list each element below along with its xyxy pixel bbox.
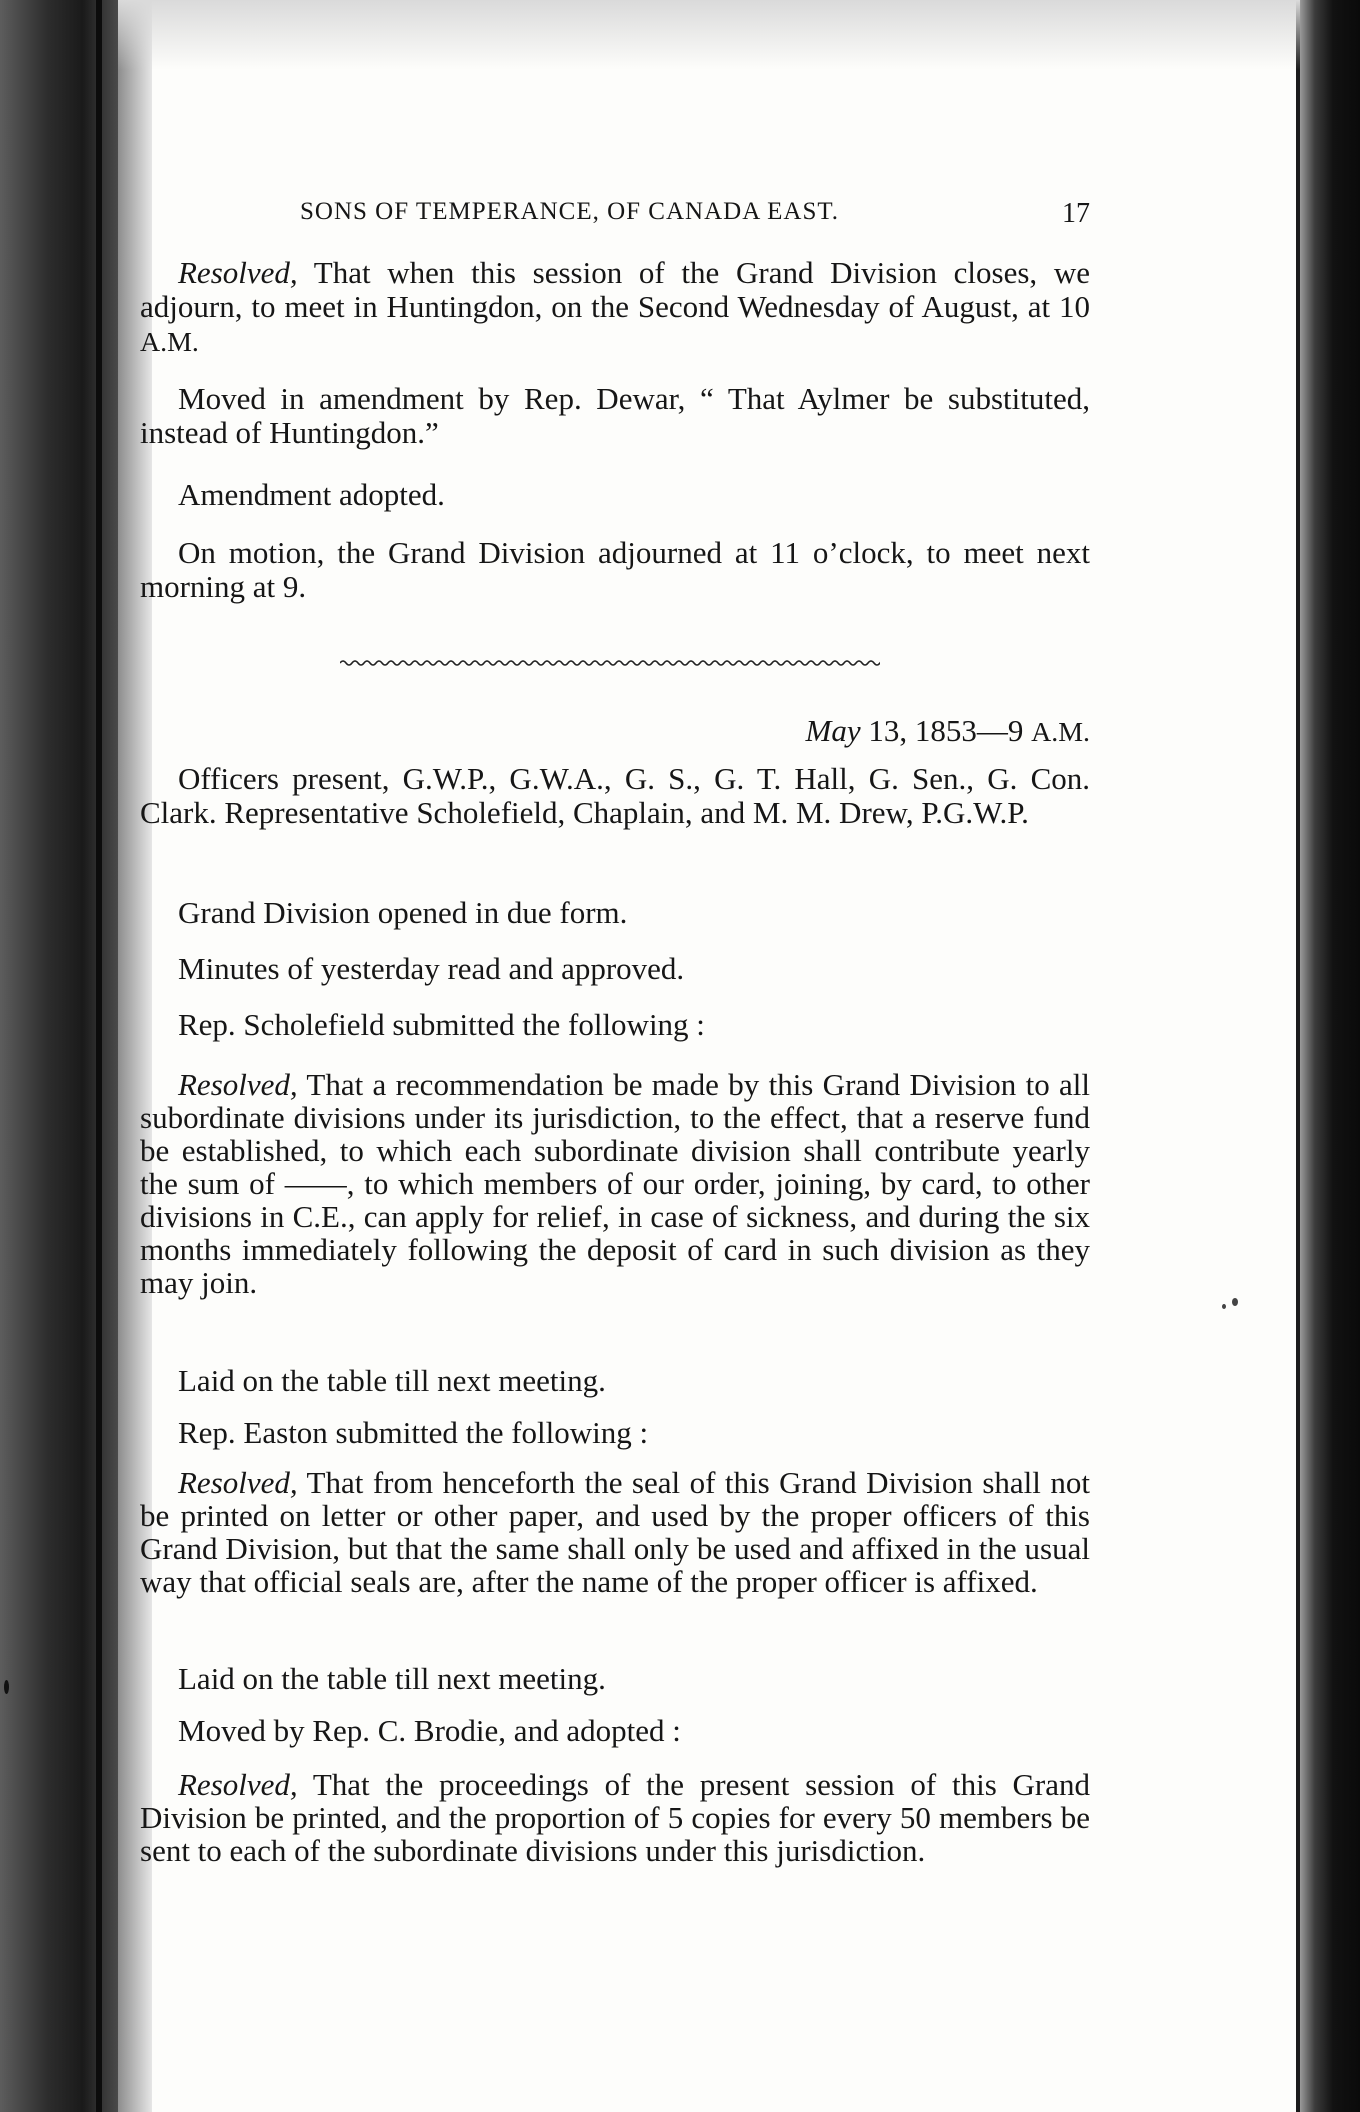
session-date [140,714,1090,754]
ink-speck [1222,1304,1226,1309]
date-month: May [805,713,861,748]
paragraph-text: That a recommendation be made by this Grand Division to all subordinate divisions under its jurisdiction, to the effect, that a reserve fund be established, to which each subordinate division shall contribute yearly the sum of ——, to which members of our order, joining, by card, to other divisions in C.E., can apply for relief, in case of sickness, and during the six months immediately following the deposit of card in such division as they may join. [140,1067,1090,1300]
paragraph-text: That when this session of the Grand Division closes, we adjourn, to meet in Huntingdon, on the Second Wednesday of August, at 10 [140,255,1090,324]
resolved-label: Resolved, [178,1767,298,1802]
paragraph-resolved-seal [140,1466,1090,1598]
ink-speck [1232,1298,1238,1306]
paragraph-opened [140,896,1090,930]
ink-speck [4,1680,9,1694]
paragraph-amendment [140,382,1090,450]
resolved-label: Resolved, [178,1465,298,1500]
paragraph-text: Rep. Easton submitted the following : [178,1415,649,1450]
paragraph-laid-on-table-2 [140,1662,1090,1696]
date-time: A.M. [1031,717,1090,748]
paragraph-text: Minutes of yesterday read and approved. [178,951,685,986]
paragraph-text: Moved in amendment by Rep. Dewar, “ That Aylmer be substituted, instead of Huntingdon.” [140,381,1090,450]
paragraph-laid-on-table-1 [140,1364,1090,1398]
date-line [806,714,1090,750]
paragraph-resolved-adjourn [140,256,1090,360]
paragraph-text: Rep. Scholefield submitted the following : [178,1007,705,1042]
resolved-label: Resolved, [178,1067,298,1102]
paragraph-easton [140,1416,1090,1450]
resolved-label: Resolved, [178,255,298,290]
running-title: SONS OF TEMPERANCE, OF CANADA EAST. [300,198,840,225]
paragraph-text: Moved by Rep. C. Brodie, and adopted : [178,1713,681,1748]
running-header [160,198,1090,232]
right-page-edge [1296,0,1300,2112]
paragraph-text: Laid on the table till next meeting. [178,1661,606,1696]
right-edge-shadow [1300,0,1360,2112]
top-shadow [118,0,1300,70]
paragraph-officers-present [140,762,1090,830]
paragraph-amendment-adopted [140,478,1090,512]
paragraph-adjourned [140,536,1090,604]
paragraph-minutes [140,952,1090,986]
paragraph-text: Grand Division opened in due form. [178,895,628,930]
date-text: 13, 1853—9 [860,713,1032,748]
wavy-divider [340,656,880,670]
paragraph-text: On motion, the Grand Division adjourned at 11 o’clock, to meet next morning at 9. [140,535,1090,604]
paragraph-resolved-reserve-fund [140,1068,1090,1299]
time-marker: A.M. [140,327,199,358]
paragraph-text: Laid on the table till next meeting. [178,1363,606,1398]
paragraph-text: That from henceforth the seal of this Grand Division shall not be printed on letter or other paper, and used by the proper officers of this Grand Division, but that the same shall only be used and affixed in the usual way that official seals are, after the name of the proper officer is affixed. [140,1465,1090,1599]
left-page-edge [96,0,102,2112]
paragraph-text: Amendment adopted. [178,477,445,512]
paragraph-resolved-printing [140,1768,1090,1867]
paragraph-text: That the proceedings of the present session of this Grand Division be printed, and the proportion of 5 copies for every 50 members be sent to each of the subordinate divisions under this jurisdiction. [140,1767,1090,1868]
paragraph-text: Officers present, G.W.P., G.W.A., G. S., G. T. Hall, G. Sen., G. Con. Clark. Representative Scholefield, Chaplain, and M. M. Drew, P.G.W.P. [140,761,1090,830]
paragraph-scholefield [140,1008,1090,1042]
paragraph-brodie [140,1714,1090,1748]
page-number: 17 [1062,198,1090,229]
